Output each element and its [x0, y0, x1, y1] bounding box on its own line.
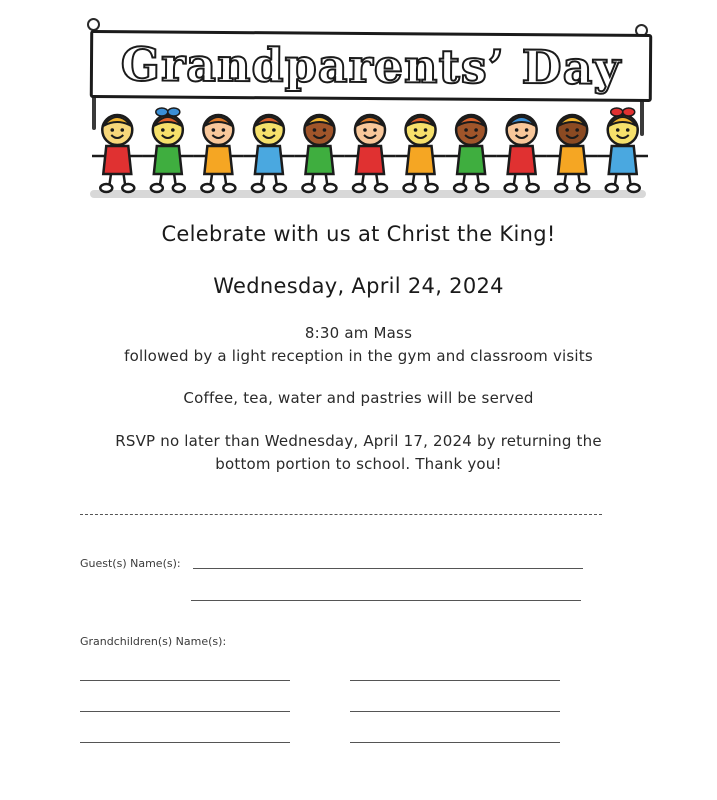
grandchild-name-line-1[interactable] — [80, 680, 290, 681]
banner-pole-knob-left — [87, 18, 100, 31]
grandchild-name-line-3[interactable] — [80, 711, 290, 712]
rsvp-line-1: RSVP no later than Wednesday, April 17, 2024 by returning the — [115, 432, 602, 450]
grandchild-name-line-5[interactable] — [80, 742, 290, 743]
guest-name-line-1[interactable] — [193, 568, 583, 569]
grandchild-name-line-6[interactable] — [350, 742, 560, 743]
grandparents-day-banner — [84, 18, 654, 203]
guest-names-label: Guest(s) Name(s): — [80, 557, 181, 570]
children-holding-hands-illustration — [92, 106, 648, 196]
guest-name-line-2[interactable] — [191, 600, 581, 601]
event-time: 8:30 am Mass — [304, 324, 413, 342]
grandchild-name-line-2[interactable] — [350, 680, 560, 681]
refreshments-note: Coffee, tea, water and pastries will be served — [183, 389, 534, 407]
grandchild-name-line-4[interactable] — [350, 711, 560, 712]
event-followup: followed by a light reception in the gym and classroom visits — [124, 347, 593, 365]
cut-here-divider — [80, 514, 602, 515]
banner-sign — [90, 30, 652, 102]
headline: Celebrate with us at Christ the King! — [161, 222, 556, 246]
banner-title: Grandparents’ Day — [120, 37, 622, 95]
rsvp-line-2: bottom portion to school. Thank you! — [215, 455, 502, 473]
event-date: Wednesday, April 24, 2024 — [213, 274, 504, 298]
grandchildren-names-label: Grandchildren(s) Name(s): — [80, 635, 227, 648]
